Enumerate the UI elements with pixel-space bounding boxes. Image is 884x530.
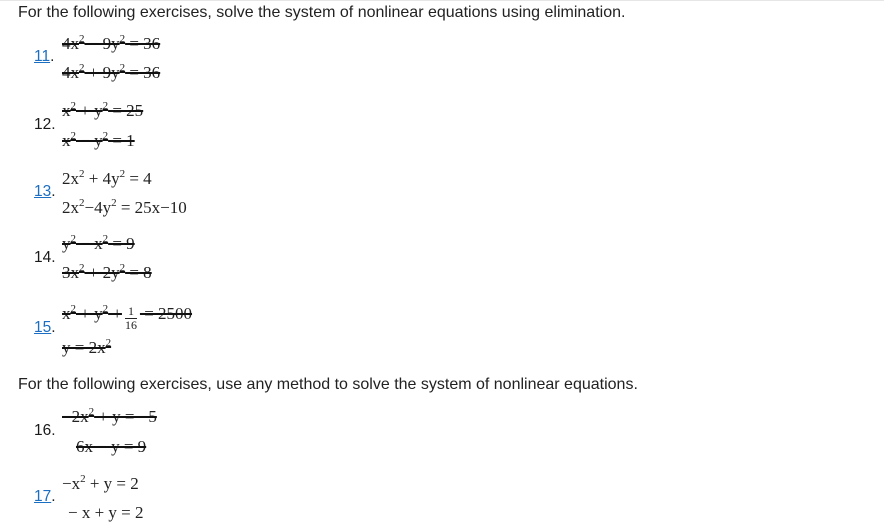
- instructions-any-method: For the following exercises, use any method to solve the system of nonlinear equations.: [18, 376, 638, 393]
- exercise-13-link[interactable]: 13.: [34, 183, 56, 200]
- exercise-12-equation-1: $x^2 + y^2 = 25$: [62, 100, 144, 120]
- exercise-12-equation-2: $x^2 - y^2 = 1$: [62, 130, 135, 150]
- exercise-15-equation-1: $x^2 + y^2$ + $\frac{1}{16}$ = 2500: [62, 303, 193, 332]
- exercise-13-equation-2: $2x^2-4y^2 = 25x-10$: [62, 197, 187, 217]
- instructions-elimination: For the following exercises, solve the system of nonlinear equations using elimination.: [18, 4, 626, 21]
- exercise-14-equation-2: $3x^2 + 2y^2 = 8$: [62, 262, 152, 282]
- exercise-15-link[interactable]: 15.: [34, 319, 56, 336]
- fraction-one-sixteenth: $\frac{1}{16}$: [124, 304, 137, 332]
- exercise-16-equation-1: $-2x^2 + y = -5$: [62, 406, 157, 426]
- exercise-11-equation-1: $4x^2 - 9y^2 = 36$: [62, 33, 161, 53]
- exercise-14-equation-1: $y^2 - x^2 = 9$: [62, 233, 135, 253]
- exercise-11-link[interactable]: 11.: [34, 48, 55, 65]
- exercise-17-equation-1: $-x^2 + y = 2$: [62, 473, 139, 493]
- exercise-11-equation-2: $4x^2 + 9y^2 = 36$: [62, 62, 161, 82]
- exercise-17-equation-2: − x + y = 2: [68, 503, 144, 522]
- exercise-16-number: 16.: [34, 422, 56, 439]
- exercise-16-equation-2: 6x − y = 9: [76, 437, 147, 456]
- exercise-12-number: 12.: [34, 116, 56, 133]
- exercise-14-number: 14.: [34, 249, 56, 266]
- exercise-13-equation-1: $2x^2 + 4y^2 = 4$: [62, 168, 152, 188]
- exercise-17-link[interactable]: 17.: [34, 488, 56, 505]
- exercise-15-equation-2: $y = 2x^2$: [62, 337, 112, 357]
